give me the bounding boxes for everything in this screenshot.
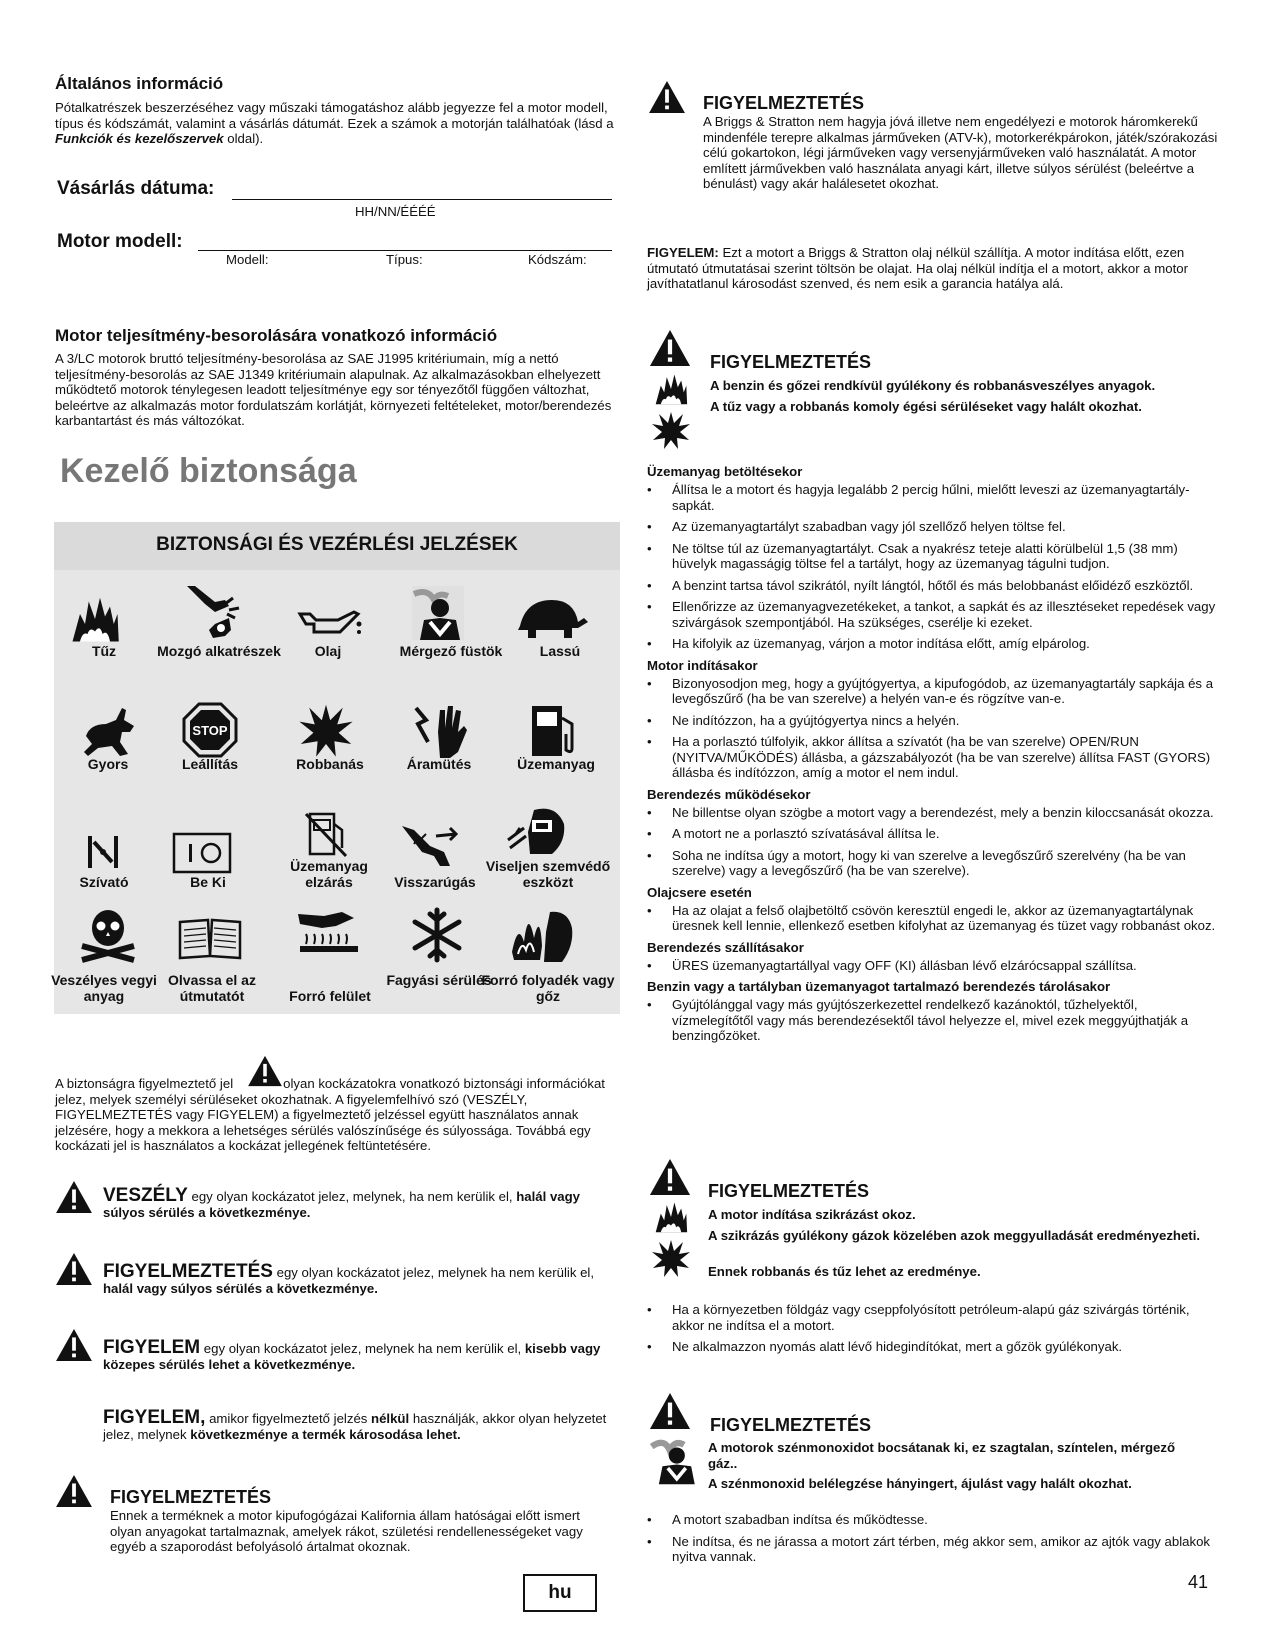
type-column-label: Típus: xyxy=(386,252,423,267)
list-item: • Ne töltse túl az üzemanyagtartályt. Csak a nyakrész teteje alatti körülbelül 1,5 (38 mm) hüvelyk magasságig töltse fel a tartályt, hogy az üzemanyag tágulni tudjon. xyxy=(647,541,1219,572)
fuel-section-title: Olajcsere esetén xyxy=(647,884,752,900)
symbol-label: Forró folyadék vagy gőz xyxy=(481,972,615,1004)
svg-text:STOP: STOP xyxy=(192,723,228,738)
list-item: • Ha kifolyik az üzemanyag, várjon a motor indítása előtt, amíg elpárolog. xyxy=(647,636,1219,652)
list-item: • A benzint tartsa távol szikrától, nyílt lángtól, hőtől és más belobbanást előidéző eszköztől. xyxy=(647,578,1219,594)
language-badge: hu xyxy=(523,1574,597,1612)
list-item: • Ne billentse olyan szögbe a motort vagy a berendezést, mely a benzin kiloccsanását okozza. xyxy=(647,805,1219,821)
list-item: • Gyújtólánggal vagy más gyújtószerkezettel rendelkező kazánoktól, tűzhelyektől, vízmelegítőtől vagy más berendezésektől távol helyezze el, mivel ezek meggyújthatják a benzingőzöket. xyxy=(647,997,1219,1044)
date-format-hint: HH/NN/ÉÉÉÉ xyxy=(355,204,436,219)
warning-alert-icon xyxy=(55,1252,93,1286)
fire-icon xyxy=(64,594,126,644)
spark-warning-line-2: A szikrázás gyúlékony gázok közelében azok meggyulladását eredményezheti. xyxy=(708,1228,1201,1243)
fuel-section-list xyxy=(647,676,1219,781)
eye-protection-icon xyxy=(506,806,568,858)
on-off-icon xyxy=(172,832,232,874)
electric-shock-icon xyxy=(410,702,468,760)
turtle-icon xyxy=(512,596,588,640)
list-item: • Ne alkalmazzon nyomás alatt lévő hidegindítókat, mert a gőzök gyúlékonyak. xyxy=(647,1339,1219,1355)
fuel-section-title: Berendezés működésekor xyxy=(647,786,811,802)
code-column-label: Kódszám: xyxy=(528,252,587,267)
engine-model-label: Motor modell: xyxy=(57,231,183,252)
purchase-date-label: Vásárlás dátuma: xyxy=(57,178,215,199)
symbol-label: Olaj xyxy=(314,643,342,659)
operator-safety-title: Kezelő biztonsága xyxy=(60,452,357,490)
co-alert-icon xyxy=(648,1392,692,1430)
atv-warning-text: A Briggs & Stratton nem hagyja jóvá illetve nem engedélyezi e motorok háromkerekű mindenféle terepre alkalmas járműveken (ATV-k), motorkerékpárokon, játék/szórakozási célú gokartokon, légi járműveken vagy versenyjárműveken való használatát. A motor említett járművekben való használata anyagi kárt, illetve súlyos sérülést (beleértve a bénulást) vagy akár halálesetet okozhat. xyxy=(703,114,1218,191)
danger-alert-icon xyxy=(55,1180,93,1214)
danger-definition: VESZÉLY egy olyan kockázatot jelez, melynek, ha nem kerülik el, halál vagy súlyos sérülés a következménye. xyxy=(103,1185,581,1220)
fuel-alert-icon xyxy=(648,329,692,367)
fuel-pump-icon xyxy=(526,704,582,758)
oil-can-icon xyxy=(296,604,362,640)
list-item: • ÜRES üzemanyagtartállyal vagy OFF (KI) állásban lévő elzárócsappal szállítsa. xyxy=(647,958,1219,974)
warning-definition: FIGYELMEZTETÉS egy olyan kockázatot jelez, melynek ha nem kerülik el, halál vagy súlyos sérülés a következménye. xyxy=(103,1261,595,1296)
page-number: 41 xyxy=(1188,1572,1209,1592)
list-item: • Bizonyosodjon meg, hogy a gyújtógyertya, a kipufogódob, az üzemanyagtartály sapkája és a levegőszűrő (ha be van szerelve) a helyén van-e és rögzítve van-e. xyxy=(647,676,1219,707)
fuel-section-list xyxy=(647,958,1219,974)
fuel-warning-line-2: A tűz vagy a robbanás komoly égési sérüléseket vagy halált okozhat. xyxy=(710,399,1142,414)
symbol-label: Be Ki xyxy=(190,874,226,890)
california-alert-icon xyxy=(55,1474,93,1508)
symbol-label: Viseljen szemvédő eszközt xyxy=(485,858,611,890)
co-warning-title: FIGYELMEZTETÉS xyxy=(710,1415,872,1435)
engine-model-line xyxy=(198,250,612,251)
co-warning-line-2: A szénmonoxid belélegzése hányingert, ájulást vagy halált okozhat. xyxy=(708,1476,1132,1491)
stop-icon xyxy=(182,702,238,758)
fuel-section-list xyxy=(647,805,1219,879)
list-item: • Állítsa le a motort és hagyja legalább 2 percig hűlni, mielőtt leveszi az üzemanyagtartály-sapkát. xyxy=(647,482,1219,513)
symbol-label: Robbanás xyxy=(296,756,364,772)
list-item: • Ha a környezetben földgáz vagy cseppfolyósított petróleum-alapú gáz szivárgás történik, akkor ne indítsa el a motort. xyxy=(647,1302,1219,1333)
spark-warning-title: FIGYELMEZTETÉS xyxy=(708,1181,870,1201)
fuel-warning-title: FIGYELMEZTETÉS xyxy=(710,352,872,372)
california-warning-title: FIGYELMEZTETÉS xyxy=(110,1487,272,1507)
kickback-icon xyxy=(400,822,466,872)
california-warning-text: Ennek a terméknek a motor kipufogógázai Kalifornia állam hatóságai előtt ismert olyan anyagokat tartalmaznak, amelyek rákot, születési rendellenességeket vagy egyéb a szaporodást befolyásoló ártalmat okoznak. xyxy=(110,1508,583,1554)
symbol-label: Leállítás xyxy=(181,756,239,772)
explosion-icon xyxy=(650,410,692,450)
symbol-label: Forró felület xyxy=(289,988,371,1004)
list-item: • Az üzemanyagtartályt szabadban vagy jól szellőző helyen töltse fel. xyxy=(647,519,1219,535)
features-link: Funkciók és kezelőszervek xyxy=(55,131,224,146)
symbol-label: Tűz xyxy=(91,643,117,659)
symbol-label: Mérgező füstök xyxy=(399,643,503,659)
symbol-label: Lassú xyxy=(539,643,581,659)
list-item: • Soha ne indítsa úgy a motort, hogy ki van szerelve a levegőszűrő szerelvény (ha be van szerelve) vagy a levegőszűrő (ha be van szerelve). xyxy=(647,848,1219,879)
list-item: • A motort szabadban indítsa és működtesse. xyxy=(647,1512,1219,1528)
hot-surface-icon xyxy=(296,908,362,960)
co-warning-line-1: A motorok szénmonoxidot bocsátanak ki, ez szagtalan, színtelen, mérgező gáz.. xyxy=(708,1440,1176,1471)
oil-notice-text: FIGYELEM: Ezt a motort a Briggs & Stratton olaj nélkül szállítja. A motor indítása előtt, ezen útmutató útmutatásai szerint töltsön be olajat. Ha olaj nélkül indítja el a motort, akkor a motor javíthatatlanul károsodást szenved, és nem esik a garancia hatálya alá. xyxy=(647,245,1188,291)
toxic-fumes-icon xyxy=(408,584,468,642)
symbol-label: Üzemanyag elzárás xyxy=(290,858,368,890)
caution-alert-icon xyxy=(55,1328,93,1362)
symbol-label: Gyors xyxy=(87,756,129,772)
caution-definition: FIGYELEM egy olyan kockázatot jelez, melynek ha nem kerülik el, kisebb vagy közepes sérülés lehet a következménye. xyxy=(103,1337,601,1372)
hot-liquid-icon xyxy=(510,902,576,964)
symbol-label: Visszarúgás xyxy=(394,874,476,890)
spark-alert-icon xyxy=(648,1158,692,1196)
fuel-section-title: Motor indításakor xyxy=(647,657,758,673)
fuel-shutoff-icon xyxy=(304,812,348,858)
list-item: • Ne indítózzon, ha a gyújtógyertya nincs a helyén. xyxy=(647,713,1219,729)
rating-title: Motor teljesítmény-besorolására vonatkozó információ xyxy=(55,326,498,345)
co-warning-list xyxy=(647,1512,1219,1571)
fuel-section-title: Üzemanyag betöltésekor xyxy=(647,464,803,479)
toxic-fumes-icon xyxy=(648,1434,702,1486)
symbol-label: Áramütés xyxy=(406,756,472,772)
spark-warning-list xyxy=(647,1302,1219,1361)
symbol-label: Mozgó alkatrészek xyxy=(157,643,281,659)
rabbit-icon xyxy=(80,706,136,758)
fuel-warning-line-1: A benzin és gőzei rendkívül gyúlékony és robbanásveszélyes anyagok. xyxy=(710,378,1156,393)
fuel-section-list xyxy=(647,903,1219,934)
fuel-section-list xyxy=(647,482,1219,652)
model-column-label: Modell: xyxy=(226,252,269,267)
list-item: • Ha a porlasztó túlfolyik, akkor állítsa a szívatót (ha be van szerelve) OPEN/RUN (NYITVA/MŰKÖDÉS) állásba, a gázszabályozót (ha be van szerelve) állítsa FAST (GYORS) állásba és indítózzon, amíg a motor el nem indul. xyxy=(647,734,1219,781)
spark-warning-line-1: A motor indítása szikrázást okoz. xyxy=(708,1207,916,1222)
choke-icon xyxy=(86,832,120,872)
alert-intro-text: A biztonságra figyelmeztető jel olyan kockázatokra vonatkozó biztonsági információkat jelez, melyek személyi sérüléseket okozhatnak. A figyelemfelhívó szó (VESZÉLY, FIGYELMEZTETÉS vagy FIGYELEM) a figyelmeztető jelzéssel együtt használatos annak jelzésére, hogy a mekkora a lehetséges sérülés valószínűsége és súlyossága. Továbbá egy kockázati jel is használatos a kockázat jellegének feltüntetésére. xyxy=(55,1076,605,1153)
symbol-label: Szívató xyxy=(79,874,129,890)
rating-text: A 3/LC motorok bruttó teljesítmény-besorolása az SAE J1995 kritériumain, míg a nettó teljesítmény-besorolás az SAE J1349 kritériumain alapulnak. Az alkalmazásokban elhelyezett működtető motorok ténylegesen leadott teljesítménye egy sor tényezőtől függően változhat, beleértve az alkalmazás motor fordulatszám korlátját, környezeti feltételeket, motor/berendezés karbantartást és más változókat. xyxy=(55,351,612,428)
notice-definition: FIGYELEM, amikor figyelmeztető jelzés nélkül használják, akkor olyan helyzetet jelez, melynek következménye a termék károsodása lehet. xyxy=(103,1407,607,1442)
symbols-heading: BIZTONSÁGI ÉS VEZÉRLÉSI JELZÉSEK xyxy=(156,534,518,555)
symbol-label: Üzemanyag xyxy=(517,756,595,772)
fuel-section-list xyxy=(647,997,1219,1044)
general-info-text: Pótalkatrészek beszerzéséhez vagy műszaki támogatáshoz alább jegyezze fel a motor modell, típus és kódszámát, valamint a vásárlás dátumát. Ezek a számok a motorján találhatóak (lásd a Funkciók és kezelőszervek oldal). xyxy=(55,100,614,146)
explosion-icon xyxy=(650,1238,692,1278)
spark-warning-line-3: Ennek robbanás és tűz lehet az eredménye. xyxy=(708,1264,981,1279)
manual-icon xyxy=(178,916,242,960)
symbol-label: Fagyási sérülés xyxy=(386,972,492,988)
skull-icon xyxy=(78,906,138,964)
snowflake-icon xyxy=(408,906,466,964)
list-item: • Ha az olajat a felső olajbetöltő csövön keresztül engedi le, akkor az üzemanyagtartálynak üresnek kell lennie, ellenkező esetben kifolyhat az üzemanyag és tüzet vagy robbanást okoz. xyxy=(647,903,1219,934)
atv-alert-icon xyxy=(648,80,686,114)
list-item: • A motort ne a porlasztó szívatásával állítsa le. xyxy=(647,826,1219,842)
list-item: • Ellenőrizze az üzemanyagvezetékeket, a tankot, a sapkát és az illesztéseket repedések vagy szivárgások szempontjából. Ha szükséges, cserélje ki ezeket. xyxy=(647,599,1219,630)
fuel-section-title: Benzin vagy a tartályban üzemanyagot tartalmazó berendezés tárolásakor xyxy=(647,979,1111,994)
moving-parts-icon xyxy=(185,584,241,642)
atv-warning-title: FIGYELMEZTETÉS xyxy=(703,93,865,113)
fuel-section-title: Berendezés szállításakor xyxy=(647,939,804,955)
symbol-label: Olvassa el az útmutatót xyxy=(168,972,256,1004)
explosion-icon xyxy=(298,702,354,758)
purchase-date-line xyxy=(232,199,612,200)
symbol-label: Veszélyes vegyi anyag xyxy=(51,972,157,1004)
general-info-title: Általános információ xyxy=(55,74,224,93)
list-item: • Ne indítsa, és ne járassa a motort zárt térben, még akkor sem, amikor az ajtók vagy ablakok nyitva vannak. xyxy=(647,1534,1219,1565)
fuel-safety-sections xyxy=(647,458,1219,1050)
fire-icon xyxy=(652,372,690,406)
fire-icon xyxy=(652,1200,690,1234)
